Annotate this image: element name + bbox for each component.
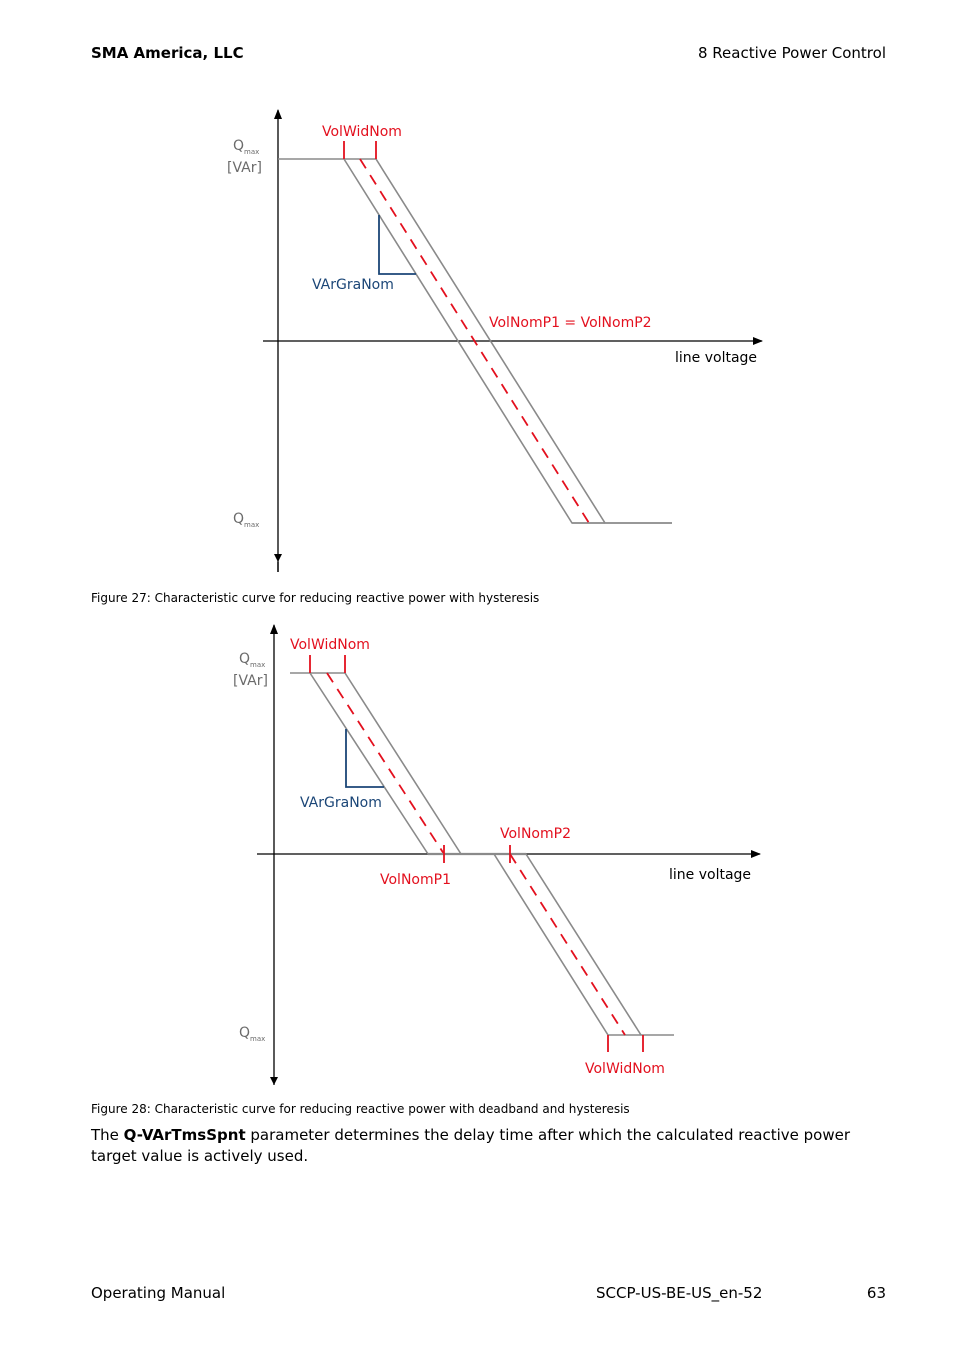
label-volwidnom-bottom: VolWidNom xyxy=(585,1061,665,1077)
label-line-voltage: line voltage xyxy=(675,350,758,366)
figure-28 xyxy=(0,615,954,1093)
label-qmax-bottom: $Q_{max}$ xyxy=(233,511,260,529)
label-unit: [VAr] xyxy=(227,160,262,176)
y-axis-down-arrow xyxy=(274,554,282,562)
label-line-voltage: line voltage xyxy=(669,867,752,883)
lower-band-right-edge xyxy=(526,854,641,1035)
label-volnom: VolNomP1 = VolNomP2 xyxy=(489,315,652,331)
header-company: SMA America, LLC xyxy=(91,44,244,62)
lower-dashed-line xyxy=(510,854,625,1035)
label-vargranom: VArGraNom xyxy=(300,795,382,811)
paragraph-suffix: parameter determines the delay time after which the calculated reactive power target value is actively used. xyxy=(91,1126,851,1165)
figure-28-diagram xyxy=(0,615,954,1093)
label-volwidnom-top: VolWidNom xyxy=(290,637,370,653)
label-unit: [VAr] xyxy=(233,673,268,689)
figure-27-caption: Figure 27: Characteristic curve for reducing reactive power with hysteresis xyxy=(91,591,540,605)
upper-band-left-edge xyxy=(290,673,428,854)
body-paragraph xyxy=(91,1125,871,1167)
label-volwidnom: VolWidNom xyxy=(322,124,402,140)
figure-27-diagram xyxy=(0,100,954,580)
label-vargranom: VArGraNom xyxy=(312,277,394,293)
upper-band-right-edge xyxy=(310,673,461,854)
figure-28-caption: Figure 28: Characteristic curve for reducing reactive power with deadband and hysteresis xyxy=(91,1102,630,1116)
footer-docid: SCCP-US-BE-US_en-52 xyxy=(596,1284,763,1302)
y-axis-down-arrow xyxy=(270,1077,278,1085)
label-volnomp1: VolNomP1 xyxy=(380,872,451,888)
figure-27 xyxy=(0,100,954,580)
label-qmax-top: $Q_{max}$ xyxy=(239,651,266,669)
upper-dashed-line xyxy=(327,673,444,854)
header-section: 8 Reactive Power Control xyxy=(698,44,886,62)
footer-page-number: 63 xyxy=(866,1284,886,1302)
label-qmax-bottom: $Q_{max}$ xyxy=(239,1025,266,1043)
paragraph-prefix: The xyxy=(91,1126,124,1144)
footer-manual: Operating Manual xyxy=(91,1284,226,1302)
paragraph-parameter: Q-VArTmsSpnt xyxy=(123,1126,246,1144)
label-volnomp2: VolNomP2 xyxy=(500,826,571,842)
label-qmax-top: $Q_{max}$ xyxy=(233,138,260,156)
